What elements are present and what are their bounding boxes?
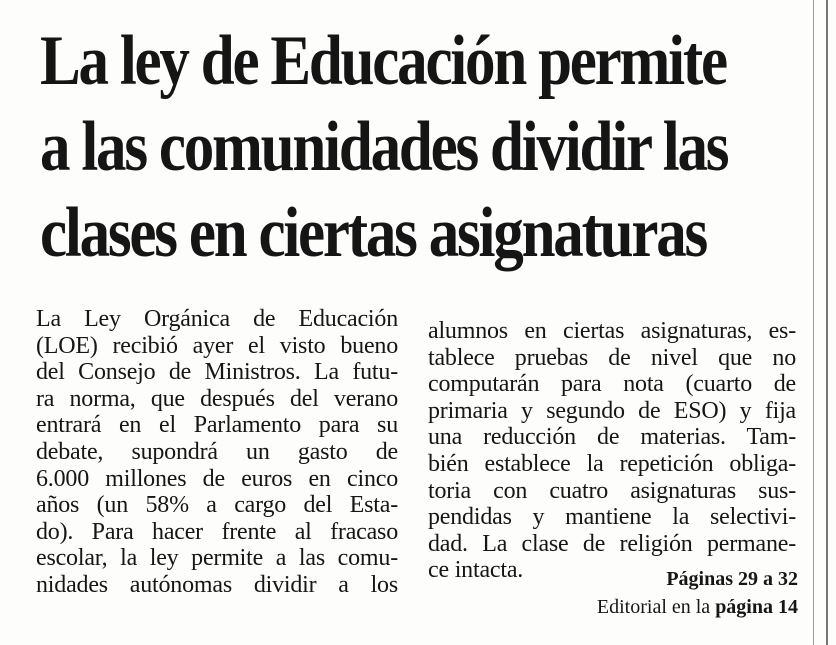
body-line: La Ley Orgánica de Educación bbox=[36, 306, 398, 332]
body-line: debate, supondrá un gasto de bbox=[36, 438, 398, 465]
body-line: ra norma, que después del verano bbox=[36, 385, 398, 412]
pages-reference: Páginas 29 a 32 bbox=[666, 568, 798, 590]
body-line: 6.000 millones de euros en cinco bbox=[36, 465, 398, 492]
body-column-right bbox=[428, 318, 796, 584]
editorial-prefix: Editorial en la bbox=[596, 596, 711, 618]
headline-line: clases en ciertas asignaturas bbox=[40, 194, 707, 272]
body-line: ce intacta. bbox=[428, 557, 524, 584]
body-line: escolar, la ley permite a las comu- bbox=[36, 545, 398, 572]
editorial-reference bbox=[520, 593, 798, 621]
headline-line: La ley de Educación permite bbox=[40, 22, 726, 100]
scan-edge-border bbox=[826, 0, 828, 645]
body-line: computarán para nota (cuarto de bbox=[428, 371, 796, 398]
body-line: tablece pruebas de nivel que no bbox=[428, 344, 796, 371]
body-line: toria con cuatro asignaturas sus- bbox=[428, 477, 796, 504]
body-line: entrará en el Parlamento para su bbox=[36, 412, 398, 439]
body-line: pendidas y mantiene la selectivi- bbox=[428, 504, 796, 531]
body-line: (LOE) recibió ayer el visto bueno bbox=[36, 332, 398, 359]
body-line: dad. La clase de religión permane- bbox=[428, 530, 796, 557]
body-line: alumnos en ciertas asignaturas, es- bbox=[428, 318, 796, 344]
body-column-left bbox=[36, 306, 398, 599]
page-references bbox=[520, 565, 798, 621]
headline bbox=[40, 18, 728, 276]
body-line: una reducción de materias. Tam- bbox=[428, 424, 796, 451]
body-line: primaria y segundo de ESO) y fija bbox=[428, 397, 796, 424]
editorial-page: página 14 bbox=[715, 596, 798, 618]
headline-line: a las comunidades dividir las bbox=[40, 108, 728, 186]
body-line: años (un 58% a cargo del Esta- bbox=[36, 492, 398, 519]
body-line: do). Para hacer frente al fracaso bbox=[36, 518, 398, 545]
body-line: bién establece la repetición obliga- bbox=[428, 450, 796, 477]
body-line: del Consejo de Ministros. La futu- bbox=[36, 359, 398, 386]
scan-edge-line bbox=[813, 0, 814, 645]
body-line: nidades autónomas dividir a los bbox=[36, 571, 398, 598]
